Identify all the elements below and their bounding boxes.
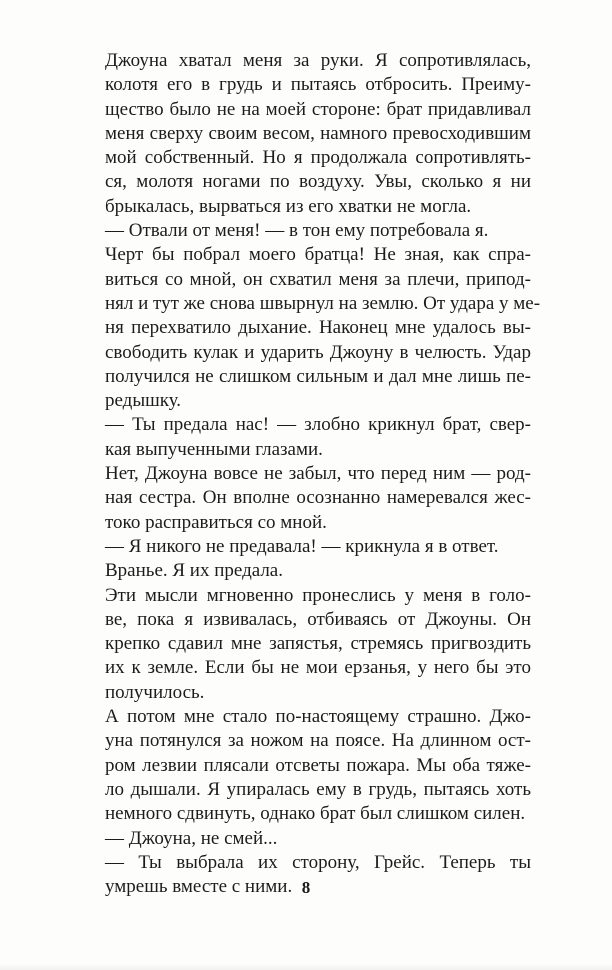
body-text: [87, 49, 541, 899]
paragraph: [87, 705, 531, 826]
text-line: ся, молотя ногами по воздуху. Увы, сколько я ни: [105, 171, 531, 193]
paragraph: [87, 584, 531, 705]
text-line: А потом мне стало по-настоящему страшно. Джо-: [105, 706, 531, 728]
page-bottom-edge: [0, 964, 612, 970]
text-line: щество было не на моей стороне: брат придавливал: [105, 98, 531, 120]
text-line: виться со мной, он схватил меня за плечи, припод-: [105, 268, 531, 290]
text-line: крепко сдавил мне запястья, стремясь пригвоздить: [105, 633, 531, 655]
paragraph: [87, 243, 541, 413]
text-line: редышку.: [105, 390, 182, 412]
text-line: уна потянулся за ножом на поясе. На длинном ост-: [105, 730, 531, 752]
paragraph: [87, 49, 531, 219]
text-line: ло дышали. Я упиралась ему в грудь, пытаясь хоть: [105, 778, 531, 800]
text-line: их к земле. Если бы не мои ерзанья, у него бы это: [105, 657, 531, 679]
text-line: Нет, Джоуна вовсе не забыл, что перед ним — род-: [105, 463, 531, 485]
paragraph: [87, 559, 531, 583]
text-line: ная сестра. Он вполне осознанно намеревался жес-: [105, 487, 531, 509]
text-line: свободить кулак и ударить Джоуну в челюсть. Удар: [105, 341, 531, 363]
text-line: ня перехватило дыхание. Наконец мне удалось вы-: [105, 317, 531, 339]
page-number: 8: [301, 878, 311, 897]
text-line: Вранье. Я их предала.: [105, 560, 283, 582]
text-line: — Ты выбрала их сторону, Грейс. Теперь ты: [105, 851, 531, 873]
text-line: мой собственный. Но я продолжала сопротивлять-: [105, 147, 531, 169]
text-line: — Ты предала нас! — злобно крикнул брат, свер-: [105, 414, 531, 436]
text-line: кая выпученными глазами.: [105, 438, 323, 460]
text-line: брыкалась, вырваться из его хватки не могла.: [105, 195, 472, 217]
text-line: ве, пока я извивалась, отбиваясь от Джоуны. Он: [105, 608, 531, 630]
text-line: получился не слишком сильным и дал мне лишь пе-: [105, 365, 531, 387]
text-line: Джоуна хватал меня за руки. Я сопротивлялась,: [105, 50, 531, 71]
paragraph: [87, 413, 531, 462]
text-line: токо расправиться со мной.: [105, 511, 327, 533]
paragraph: [87, 462, 531, 535]
text-line: немного сдвинуть, однако брат был слишком силен.: [105, 803, 526, 825]
text-line: нял и тут же снова швырнул на землю. От удара у ме-: [105, 292, 541, 314]
text-line: умрешь вместе с ними.: [105, 876, 293, 898]
text-line: колотя его в грудь и пытаясь отбросить. Преиму-: [105, 74, 531, 96]
paragraph: [87, 535, 531, 559]
text-line: — Отвали от меня! — в тон ему потребовала я.: [105, 220, 489, 242]
text-line: Эти мысли мгновенно пронеслись у меня в голо-: [105, 584, 531, 606]
text-line: получилось.: [105, 681, 205, 703]
text-line: меня сверху своим весом, намного превосходившим: [105, 122, 531, 144]
text-line: — Джоуна, не смей...: [105, 827, 278, 849]
paragraph: [87, 827, 531, 851]
text-line: ром лезвии плясали отсветы пожара. Мы оба тяже-: [105, 754, 531, 776]
text-line: Черт бы побрал моего братца! Не зная, как спра-: [105, 244, 531, 266]
text-line: — Я никого не предавала! — крикнула я в ответ.: [105, 535, 499, 557]
paragraph: [87, 219, 531, 243]
